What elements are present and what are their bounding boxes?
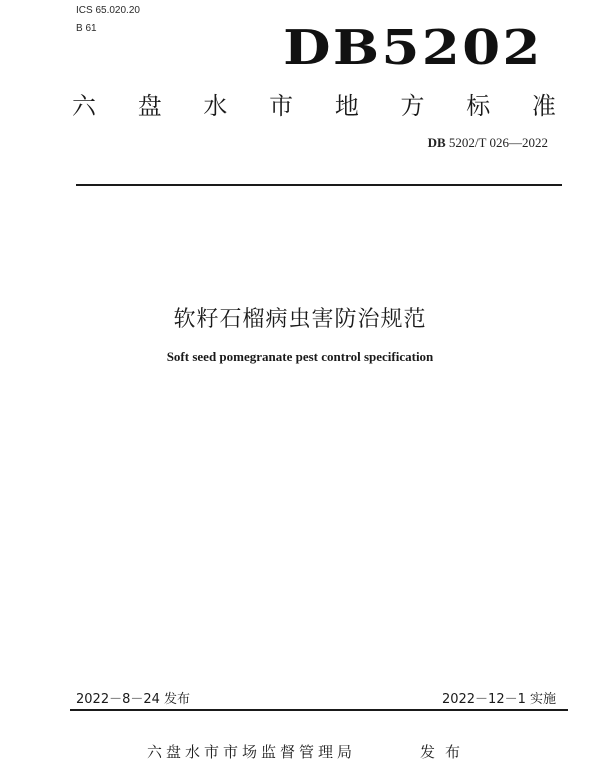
standard-type-char: 方 xyxy=(400,92,425,120)
title-english: Soft seed pomegranate pest control specification xyxy=(166,349,434,364)
header-divider xyxy=(76,184,562,186)
standard-number-prefix: DB xyxy=(427,135,446,150)
standard-type-char: 六 xyxy=(72,92,96,120)
issued-label: 发布 xyxy=(420,743,471,761)
standard-number-rest: 5202/T 026—2022 xyxy=(445,135,548,150)
issuing-authority: 六盘水市市场监督管理局 xyxy=(147,743,357,761)
ics-code: ICS 65.020.20 xyxy=(76,5,140,16)
standard-type-char: 市 xyxy=(269,92,294,120)
standard-type-char: 标 xyxy=(466,92,491,120)
ccs-code: B 61 xyxy=(76,23,97,34)
standard-number xyxy=(428,135,548,151)
publish-date: 2022－8－24 发布 xyxy=(76,692,191,707)
standard-type xyxy=(72,86,556,121)
footer-divider xyxy=(70,709,568,711)
standard-type-char: 地 xyxy=(334,92,359,120)
implement-date: 2022－12－1 实施 xyxy=(441,692,556,707)
standard-type-char: 准 xyxy=(531,92,556,120)
standard-type-char: 水 xyxy=(203,92,228,120)
standard-type-char: 盘 xyxy=(137,92,162,120)
standard-code-logo: DB5202 xyxy=(283,20,543,76)
title-chinese: 软籽石榴病虫害防治规范 xyxy=(173,307,427,332)
